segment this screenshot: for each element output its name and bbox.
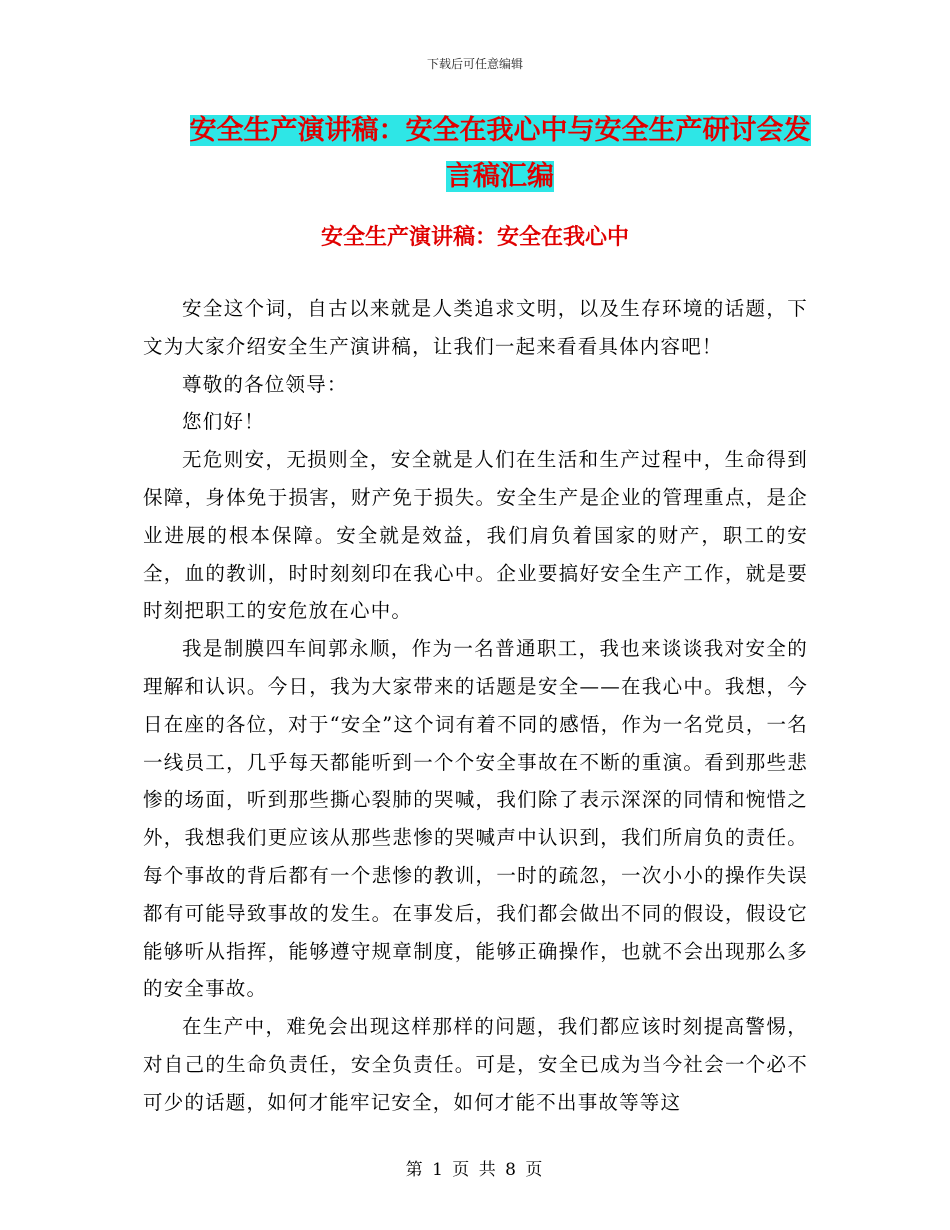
paragraph-body: 在生产中，难免会出现这样那样的问题，我们都应该时刻提高警惕，对自己的生命负责任，安全负责任。可是，安全已成为当今社会一个必不可少的话题，如何才能牢记安全，如何才能不出事故等等这 [143, 1015, 808, 1114]
paragraph-body: 我是制膜四车间郭永顺，作为一名普通职工，我也来谈谈我对安全的理解和认识。今日，我为大家带来的话题是安全——在我心中。我想，今日在座的各位，对于“安全”这个词有着不同的感悟，作为一名党员，一名一线员工，几乎每天都能听到一个个安全事故在不断的重演。看到那些悲惨的场面，听到那些撕心裂肺的哭喊，我们除了表示深深的同情和惋惜之外，我想我们更应该从那些悲惨的哭喊声中认识到，我们所肩负的责任。每个事故的背后都有一个悲惨的教训，一时的疏忽，一次小小的操作失误都有可能导致事故的发生。在事发后，我们都会做出不同的假设，假设它能够听从指挥，能够遵守规章制度，能够正确操作，也就不会出现那么多的安全事故。 [143, 637, 808, 1001]
title-line-2: 言稿汇编 [446, 161, 554, 192]
paragraph-greeting: 您们好！ [182, 410, 265, 434]
paragraph-intro: 安全这个词，自古以来就是人类追求文明，以及生存环境的话题，下文为大家介绍安全生产演讲稿，让我们一起来看看具体内容吧！ [143, 297, 808, 358]
document-title [140, 108, 860, 200]
paragraph-body: 无危则安，无损则全，安全就是人们在生活和生产过程中，生命得到保障，身体免于损害，财产免于损失。安全生产是企业的管理重点，是企业进展的根本保障。安全就是效益，我们肩负着国家的财产，职工的安全，血的教训，时时刻刻印在我心中。企业要搞好安全生产工作，就是要时刻把职工的安危放在心中。 [143, 448, 808, 623]
title-line-1: 安全生产演讲稿：安全在我心中与安全生产研讨会发 [189, 115, 811, 146]
page-header-note: 下载后可任意编辑 [426, 57, 523, 71]
document-body [143, 290, 808, 1122]
paragraph-salutation: 尊敬的各位领导： [182, 372, 348, 396]
section-title: 安全生产演讲稿：安全在我心中 [320, 225, 629, 250]
page-footer: 第 1 页 共 8 页 [405, 1160, 545, 1180]
